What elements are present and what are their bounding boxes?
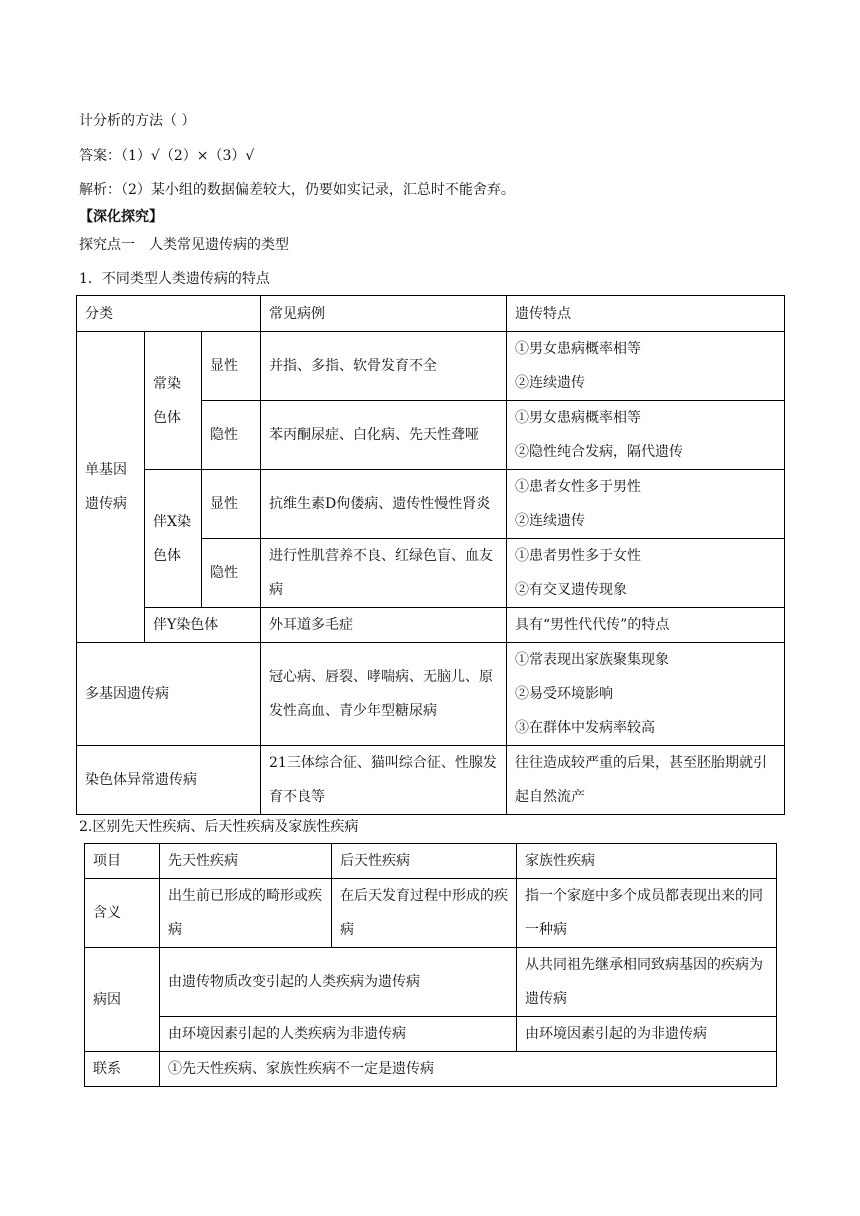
trait-cell bbox=[507, 643, 785, 746]
example-cell: 并指、多指、软骨发育不全 bbox=[261, 332, 507, 401]
dominant-label: 显性 bbox=[202, 332, 261, 401]
recessive-label: 隐性 bbox=[202, 401, 261, 470]
single-gene-label: 单基因遗传病 bbox=[77, 332, 145, 643]
trait-line: ③在群体中发病率较高 bbox=[515, 720, 655, 736]
trait-cell bbox=[507, 401, 785, 470]
header-congenital: 先天性疾病 bbox=[160, 844, 332, 879]
table1-caption: 1．不同类型人类遗传病的特点 bbox=[79, 271, 270, 287]
trait-cell: 往往造成较严重的后果，甚至胚胎期就引起自然流产 bbox=[507, 746, 785, 815]
trait-line: ②连续遗传 bbox=[515, 375, 585, 391]
trait-line: ②隐性纯合发病，隔代遗传 bbox=[515, 444, 683, 460]
trait-line: ①常表现出家族聚集现象 bbox=[515, 652, 669, 668]
header-item: 项目 bbox=[85, 844, 160, 879]
example-cell: 外耳道多毛症 bbox=[261, 608, 507, 643]
disease-comparison-table bbox=[84, 843, 777, 1087]
header-traits: 遗传特点 bbox=[507, 296, 785, 332]
subsection-heading: 探究点一 人类常见遗传病的类型 bbox=[79, 237, 289, 253]
trait-line: ①患者女性多于男性 bbox=[515, 479, 641, 495]
meaning-congenital: 出生前已形成的畸形或疾病 bbox=[160, 879, 332, 948]
example-cell: 进行性肌营养不良、红绿色盲、血友病 bbox=[261, 539, 507, 608]
trait-line: ②有交叉遗传现象 bbox=[515, 582, 627, 598]
cause-label: 病因 bbox=[85, 948, 160, 1052]
disease-type-table bbox=[76, 295, 785, 815]
dominant-label: 显性 bbox=[202, 470, 261, 539]
example-cell: 21三体综合征、猫叫综合征、性腺发育不良等 bbox=[261, 746, 507, 815]
cause-environment: 由环境因素引起的人类疾病为非遗传病 bbox=[160, 1017, 517, 1052]
trait-line: ①患者男性多于女性 bbox=[515, 548, 641, 564]
cause-family-environment: 由环境因素引起的为非遗传病 bbox=[517, 1017, 777, 1052]
link-label: 联系 bbox=[85, 1052, 160, 1087]
header-acquired: 后天性疾病 bbox=[332, 844, 517, 879]
table2-caption: 2.区别先天性疾病、后天性疾病及家族性疾病 bbox=[79, 819, 359, 835]
example-cell: 抗维生素D佝偻病、遗传性慢性肾炎 bbox=[261, 470, 507, 539]
example-cell: 苯丙酮尿症、白化病、先天性聋哑 bbox=[261, 401, 507, 470]
header-examples: 常见病例 bbox=[261, 296, 507, 332]
chromosome-label: 染色体异常遗传病 bbox=[77, 746, 261, 815]
trait-cell bbox=[507, 539, 785, 608]
example-cell: 冠心病、唇裂、哮喘病、无脑儿、原发性高血、青少年型糖尿病 bbox=[261, 643, 507, 746]
trait-line: ②连续遗传 bbox=[515, 513, 585, 529]
meaning-familial: 指一个家庭中多个成员都表现出来的同一种病 bbox=[517, 879, 777, 948]
trait-cell bbox=[507, 332, 785, 401]
trait-cell: 具有“男性代代传”的特点 bbox=[507, 608, 785, 643]
cause-genetic: 由遗传物质改变引起的人类疾病为遗传病 bbox=[160, 948, 517, 1017]
y-linked-label: 伴Y染色体 bbox=[145, 608, 261, 643]
autosome-label: 常染色体 bbox=[145, 332, 202, 470]
header-familial: 家族性疾病 bbox=[517, 844, 777, 879]
section-heading: 【深化探究】 bbox=[79, 209, 163, 225]
link-text: ①先天性疾病、家族性疾病不一定是遗传病 bbox=[160, 1052, 777, 1087]
text-line: 计分析的方法（ ） bbox=[79, 113, 196, 129]
trait-cell bbox=[507, 470, 785, 539]
recessive-label: 隐性 bbox=[202, 539, 261, 608]
header-category: 分类 bbox=[77, 296, 261, 332]
multi-gene-label: 多基因遗传病 bbox=[77, 643, 261, 746]
analysis-line: 解析：（2）某小组的数据偏差较大，仍要如实记录，汇总时不能舍弃。 bbox=[79, 182, 515, 198]
meaning-label: 含义 bbox=[85, 879, 160, 948]
trait-line: ①男女患病概率相等 bbox=[515, 341, 641, 357]
trait-line: ②易受环境影响 bbox=[515, 686, 613, 702]
x-linked-label: 伴X染色体 bbox=[145, 470, 202, 608]
cause-family-genetic: 从共同祖先继承相同致病基因的疾病为遗传病 bbox=[517, 948, 777, 1017]
trait-line: ①男女患病概率相等 bbox=[515, 410, 641, 426]
meaning-acquired: 在后天发育过程中形成的疾病 bbox=[332, 879, 517, 948]
answer-line: 答案：（1）√（2）×（3）√ bbox=[79, 148, 255, 164]
